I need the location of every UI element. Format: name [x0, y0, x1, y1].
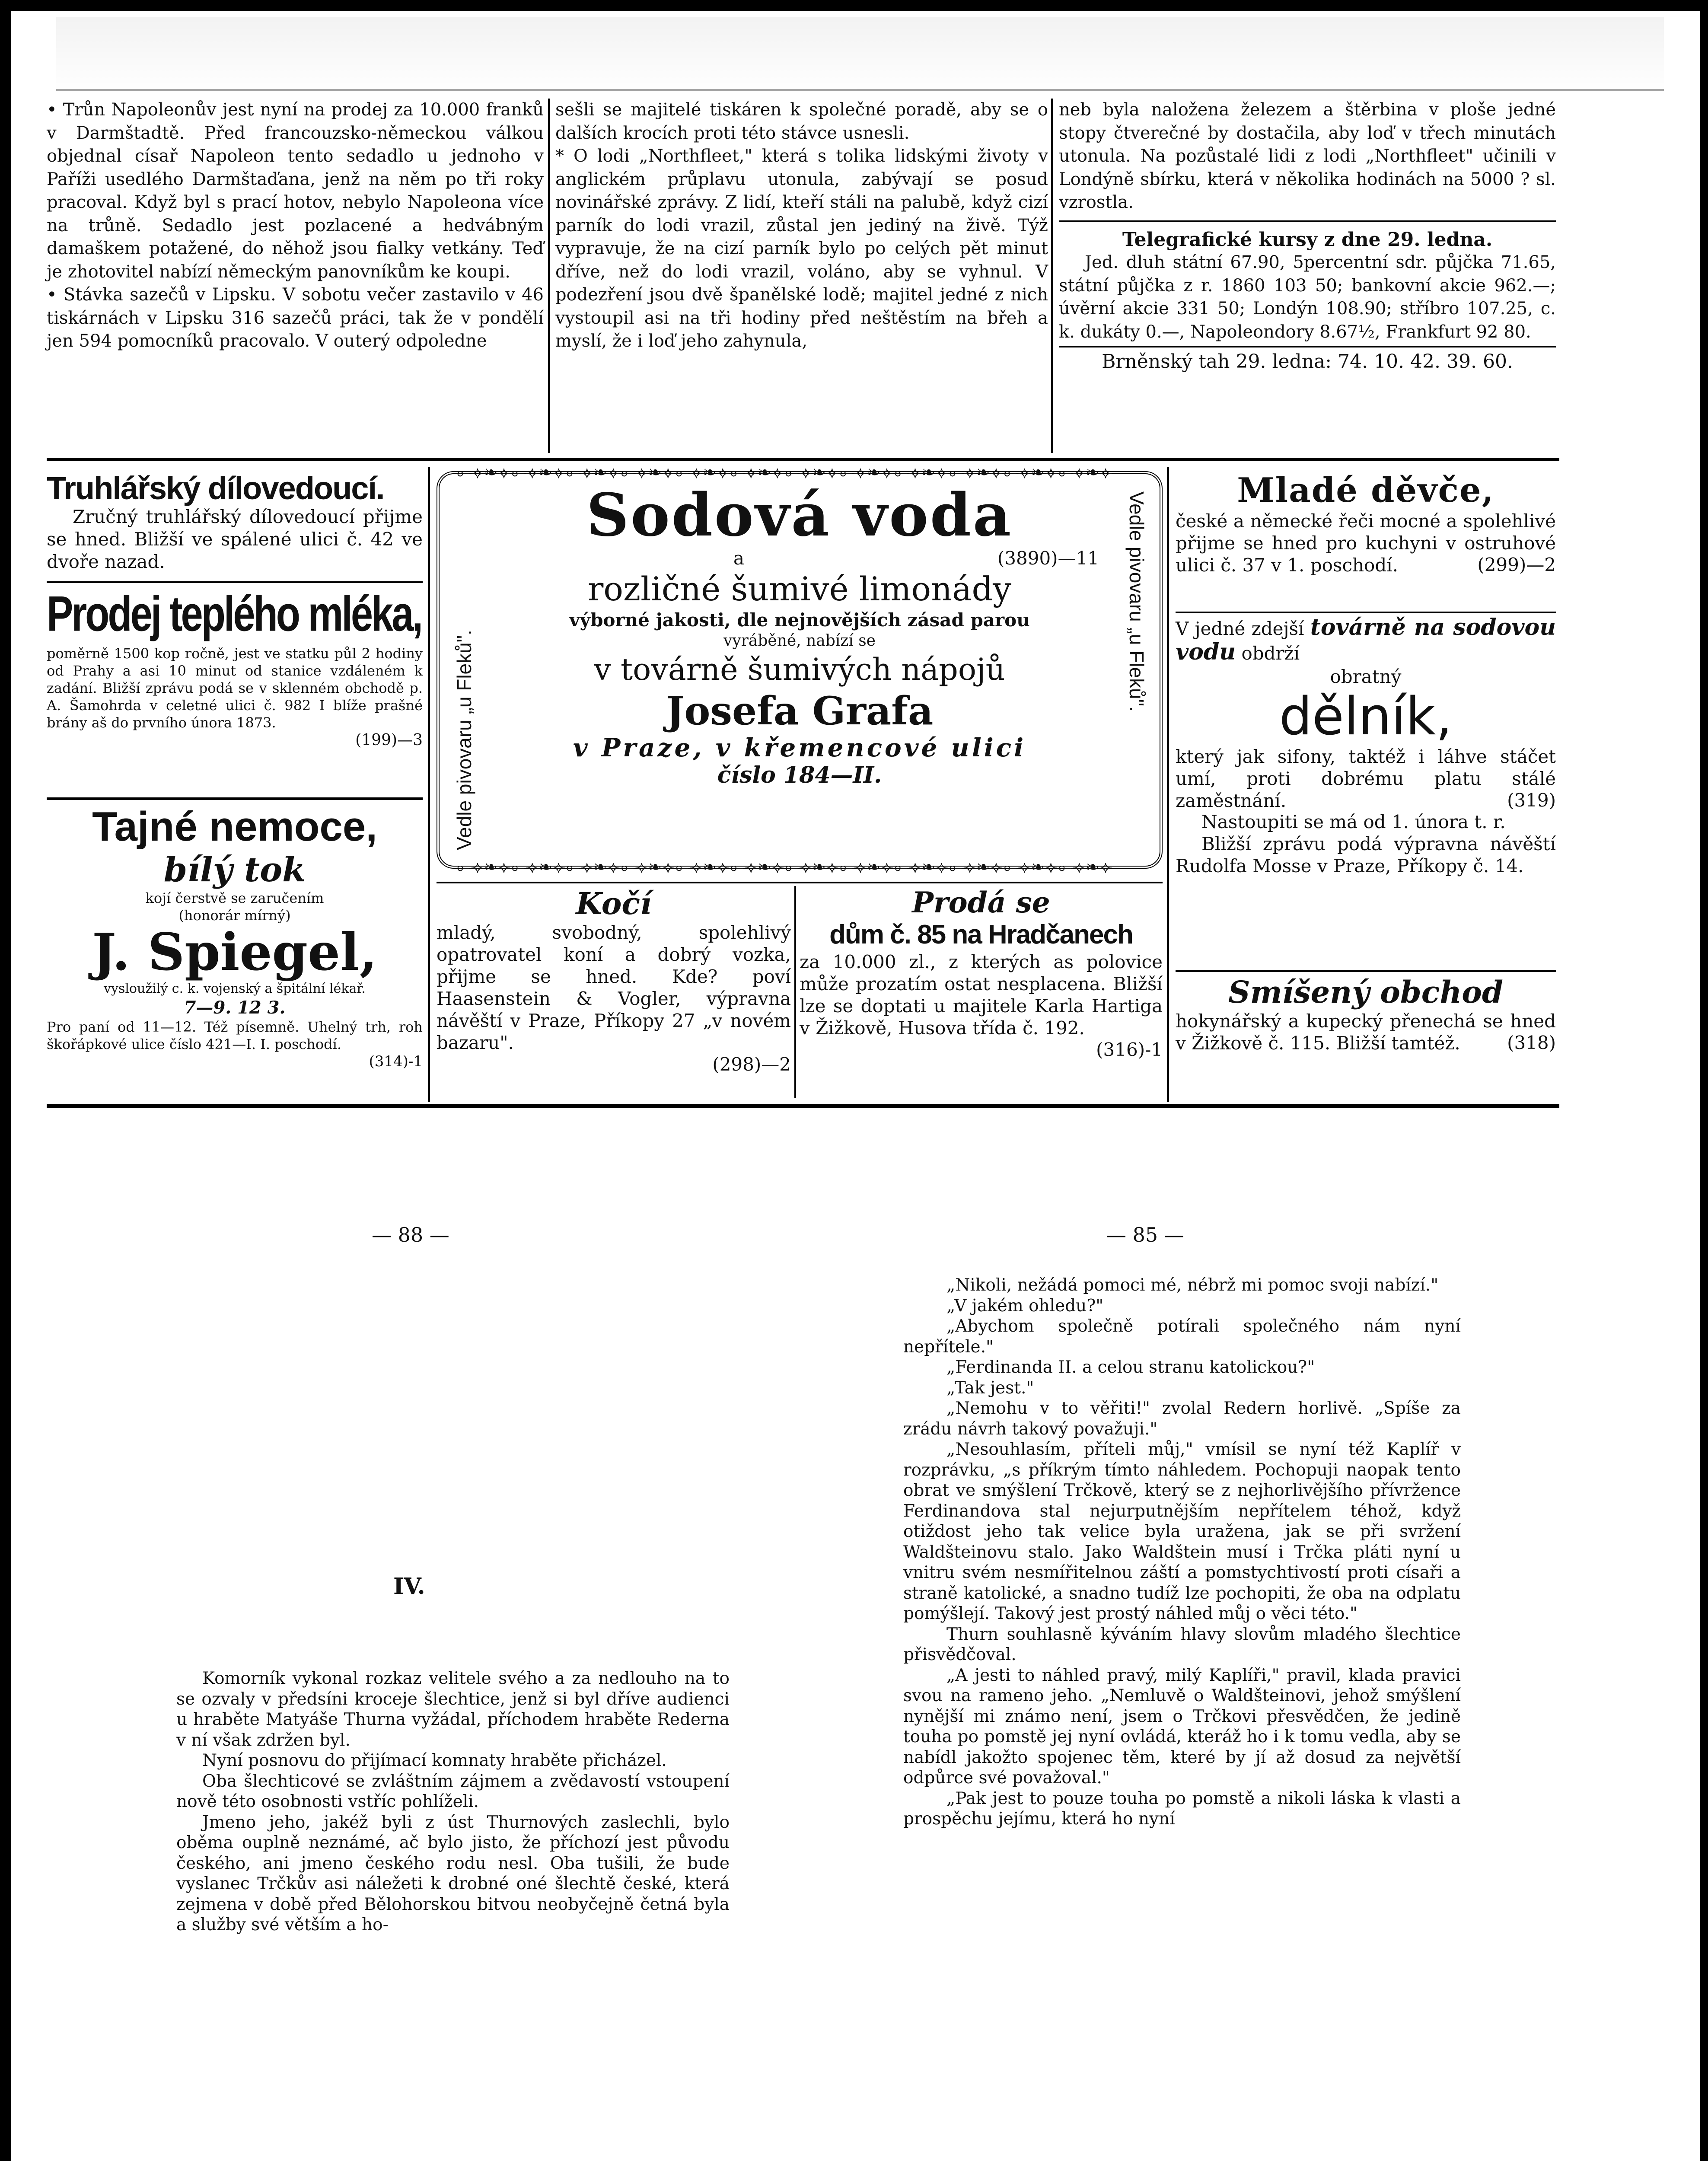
- ad-devce-body: české a německé řeči mocné a spolehlivé přijme se hned pro kuchyni v ostruhové ulici č. 37 v 1. poschodí.: [1176, 510, 1556, 576]
- ad-soda-line7: číslo 184—II.: [717, 762, 882, 788]
- ad-delnik-body: který jak sifony, taktéž i láhve stáčet umí, proti dobrému platu stálé zaměstnání.: [1176, 746, 1556, 811]
- book-right-paragraph: „Ferdinanda II. a celou stranu katolickou?": [946, 1358, 1315, 1377]
- column-rule: [1051, 99, 1053, 453]
- ad-soda-side-left: Vedle pivovaru „u Fleků".: [453, 630, 475, 850]
- book-left-page: [176, 1668, 730, 1935]
- ad-dum-title: Prodá se: [912, 886, 1050, 919]
- book-right-paragraph: „A jesti to náhled pravý, milý Kaplíři," pravil, klada pravici svou na rameno jeho. „Nemluvě o Waldšteinovi, jehož smýšlení nynější mi známo není, jsem o Trčkovi přesvědčen, že jedině touha po pomstě jej nyní ovládá, kteráž ho i k tomu vedla, aby se nabídl jakožto spojenec těm, které by jí až dosud za největší odpůrce své považoval.": [903, 1665, 1461, 1788]
- brno-lottery: Brněnský tah 29. ledna: 74. 10. 42. 39. 60.: [1102, 351, 1513, 373]
- telegraph-title: Telegrafické kursy z dne 29. ledna.: [1122, 228, 1493, 251]
- ad-rule: [47, 797, 423, 800]
- ad-soda-line6: v Praze, v křemencové ulici: [573, 733, 1026, 762]
- news-leipzig-strike: • Stávka sazečů v Lipsku. V sobotu večer zastavilo v 46 tiskárnách v Lipsku 316 sazečů práci, tak že v pondělí jen 594 pomocníků pracovalo. V outerý odpoledne: [47, 285, 544, 351]
- left-page-number: — 88 —: [372, 1223, 449, 1246]
- ad-soda-ref: (3890)—11: [997, 548, 1099, 569]
- ad-mleko-title: Prodej teplého mléka,: [47, 586, 421, 642]
- ad-koci-ref: (298)—2: [712, 1054, 791, 1075]
- ad-dum: [800, 886, 1163, 1060]
- ad-spiegel-line2: bílý tok: [163, 850, 306, 889]
- book-right-paragraph: „Pak jest to pouze touha po pomstě a nikoli láska k vlasti a prospěchu jejímu, která ho nyní: [903, 1788, 1461, 1829]
- ad-delnik-body3: Bližší zprávu podá výpravna návěští Rudolfa Mosse v Praze, Příkopy č. 14.: [1176, 833, 1556, 877]
- ad-soda-line2: rozličné šumivé limonády: [587, 570, 1012, 608]
- ad-rule: [1176, 970, 1556, 972]
- news-column-3: [1059, 99, 1556, 373]
- column-rule: [548, 99, 550, 453]
- ad-delnik-intro: V jedné zdejší: [1176, 618, 1304, 639]
- ad-obchod-ref: (318): [1507, 1032, 1556, 1053]
- book-right-paragraph: „Nesouhlasím, příteli můj," vmísil se nyní též Kaplíř v rozprávku, „s příkrým tímto náhledem. Pochopuji naopak tento obrat ve smýšlení Trčkově, který se z nejhorlivějšího přívržence Ferdinandova stal nejurputnějším nepřítelem téhož, když otiždost jeho tak velice byla uražena, jak se při svržení Waldšteinovu stalo. Jako Waldštein musí i Trčka pláti nyní u vnitru svém nesmířitelnou záští a pomstychtivostí proti císaři a straně katolické, a snadno tudíž lze pochopiti, že oba na odplatu pomýšlejí. Takový jest prostý náhled můj o věci této.": [903, 1440, 1461, 1623]
- news-northfleet-cont: neb byla naložena železem a štěrbina v ploše jedné stopy čtverečné by dostačila, aby loď v třech minutách utonula. Na pozůstalé lidi z lodi „Northfleet" učinili v Londýně sbírku, která v několika hodinách na 5000 ? sl. vzrostla.: [1059, 100, 1556, 212]
- ad-soda-line4: vyráběné, nabízí se: [723, 632, 876, 650]
- ad-spiegel-name: J. Spiegel,: [92, 922, 377, 982]
- masthead-strip: [56, 17, 1664, 91]
- ad-soda-a: a: [733, 548, 745, 569]
- ad-truhlar: [47, 471, 423, 573]
- ad-rule: [47, 581, 423, 583]
- right-page-number: — 85 —: [1106, 1223, 1184, 1246]
- ad-spiegel-body: Pro paní od 11—12. Též písemně. Uhelný trh, roh škořápkové ulice číslo 421—I. I. poschodí.: [47, 1019, 423, 1052]
- ad-spiegel-line4: (honorár mírný): [178, 907, 291, 924]
- ad-koci-title: Kočí: [576, 886, 652, 921]
- ad-delnik-tail: obdrží: [1241, 643, 1300, 664]
- ad-spiegel-line1: Tajné nemoce,: [92, 803, 377, 850]
- news-column-2: [555, 99, 1048, 353]
- section-rule: [1059, 220, 1556, 222]
- book-right-paragraph: „Nikoli, nežádá pomoci mé, nébrž mi pomoc svoji nabízí.": [946, 1275, 1439, 1295]
- book-right-paragraph: „Nemohu v to věřiti!" zvolal Redern horlivě. „Spíše za zrádu návrh takový považuji.": [903, 1399, 1461, 1439]
- ad-soda-line3: výborné jakosti, dle nejnovějších zásad parou: [569, 609, 1030, 631]
- ad-delnik-intro-line: [1176, 616, 1556, 665]
- ad-rule: [437, 882, 1163, 883]
- ad-spiegel-ref: (314)-1: [369, 1053, 423, 1070]
- ad-delnik-accent: továrně na sodovou vodu: [1176, 614, 1556, 665]
- ad-soda-line5: v továrně šumivých nápojů: [594, 652, 1005, 687]
- ornament-border-icon: ⟜⟢❧⟣⟜⟢❧⟣⟜⟢❧⟣⟜⟢❧⟣⟜⟢❧⟣⟜⟢❧⟣⟜⟢❧⟣⟜⟢❧⟣⟜⟢❧⟣⟜⟢❧⟣⟜⟢❧⟣⟜⟢❧⟣: [457, 857, 1113, 877]
- ad-column-rule: [794, 886, 796, 1098]
- book-left-paragraph: Nyní posnovu do přijímací komnaty hraběte přicházel.: [202, 1751, 667, 1770]
- book-right-paragraph: „Tak jest.": [946, 1378, 1034, 1398]
- ad-dum-title2: dům č. 85 na Hradčanech: [829, 920, 1133, 950]
- ad-devce: [1176, 471, 1556, 575]
- ad-delnik-title: dělník,: [1279, 687, 1453, 747]
- ad-column-rule: [428, 467, 430, 1102]
- telegraph-rates: Jed. dluh státní 67.90, 5percentní sdr. půjčka 71.65, státní půjčka z r. 1860 103 50; bankovní akcie 962.—; úvěrní akcie 331 50; Londýn 108.90; stříbro 107.25, c. k. dukáty 0.—, Napoleondory 8.67½, Frankfurt 92 80.: [1059, 252, 1556, 342]
- ad-devce-title: Mladé děvče,: [1237, 471, 1494, 510]
- ad-truhlar-body: Zručný truhlářský dílovedoucí přijme se hned. Bližší ve spálené ulici č. 42 ve dvoře nazad.: [47, 506, 423, 572]
- chapter-heading: IV.: [393, 1573, 425, 1600]
- ad-mleko-body: poměrně 1500 kop ročně, jest ve statku půl 2 hodiny od Prahy a asi 10 minut od stanice vzdáleném k zadání. Bližší zprávu podá se v sklenném obchodě p. A. Šamohrda v celetné ulici č. 982 I blíže prašné brány aš do prvního února 1873.: [47, 645, 423, 731]
- news-napoleon-throne: • Trůn Napoleonův jest nyní na prodej za 10.000 franků v Darmštadtě. Před francouzsko-německou válkou objednal císař Napoleon tento sedadlo u jednoho v Paříži usedlého Darmštaďana, jenž na něm po tři roky pracoval. Když byl s prací hotov, nebylo Napoleona více na trůně. Sedadlo jest pozlacené a hedvábným damaškem potažené, do něhož jsou fialky vetkány. Teď je zhotovitel nabízí německým panovníkům ke koupi.: [47, 100, 544, 282]
- ornament-border-icon: ⟜⟢❧⟣⟜⟢❧⟣⟜⟢❧⟣⟜⟢❧⟣⟜⟢❧⟣⟜⟢❧⟣⟜⟢❧⟣⟜⟢❧⟣⟜⟢❧⟣⟜⟢❧⟣⟜⟢❧⟣⟜⟢❧⟣: [457, 463, 1113, 482]
- ads-bottom-rule: [47, 1104, 1559, 1108]
- ad-column-rule: [1167, 467, 1169, 1102]
- ad-soda-name: Josefa Grafa: [666, 688, 934, 734]
- ad-koci: [437, 886, 791, 1075]
- book-right-paragraph: Thurn souhlasně kýváním hlavy slovům mladého šlechtice přisvědčoval.: [903, 1624, 1461, 1664]
- ad-koci-body: mladý, svobodný, spolehlivý opatrovatel koní a dobrý vozka, přijme se hned. Kde? poví Haasenstein & Vogler, výpravna návěští v Praze, Příkopy 27 „v novém bazaru".: [437, 922, 791, 1053]
- book-left-paragraph: Oba šlechticové se zvláštním zájmem a zvědavostí vstoupení nově této osobnosti vstříc pohlíželi.: [176, 1771, 730, 1811]
- ad-delnik: [1176, 616, 1556, 877]
- ad-mleko: [47, 584, 423, 749]
- ad-delnik-body2: Nastoupiti se má od 1. února t. r.: [1201, 811, 1506, 832]
- ad-dum-body: za 10.000 zl., z kterých as polovice může prozatím ostat nesplacena. Bližší lze se doptati u majitele Karla Hartiga v Žižkově, Husova třída č. 192.: [800, 951, 1163, 1039]
- book-right-paragraph: „V jakém ohledu?": [946, 1296, 1104, 1316]
- section-rule: [1059, 346, 1556, 347]
- ad-obchod-title: Smíšený obchod: [1228, 974, 1503, 1010]
- ad-spiegel: [47, 803, 423, 1070]
- ad-mleko-ref: (199)—3: [355, 731, 423, 749]
- ad-dum-ref: (316)-1: [1096, 1039, 1163, 1060]
- ad-spiegel-hours: 7—9. 12 3.: [184, 998, 286, 1018]
- book-right-page: [903, 1275, 1461, 1830]
- news-bottom-rule: [47, 458, 1559, 461]
- news-northfleet: * O lodi „Northfleet," která s tolika lidskými životy v anglickém průplavu utonula, zabývají se posud novinářské zprávy. Z lidí, kteří stáli na palubě, když cizí parník do lodi vrazil, zůstal jen jediný na živě. Týž vypravuje, že na cizí parník bylo po celých pět minut dříve, než do lodi vrazil, voláno, aby se vyhnul. V podezření jsou dvě španělské lodě; majitel jedné z nich vystoupil asi na tři hodiny před neštěstím na břeh a myslí, že i loď jeho zahynula,: [555, 146, 1048, 351]
- news-printers-meeting: sešli se majitelé tiskáren k společné poradě, aby se o dalších krocích proti této stávce usnesli.: [555, 100, 1048, 143]
- book-left-paragraph: Jmeno jeho, jakéž byli z úst Thurnových zaslechli, bylo oběma ouplně neznámé, ač bylo jisto, že příchozí jest původu českého, ani jmeno českého rodu nesl. Oba tušili, že bude vyslanec Trčkův asi náležeti k drobné oné šlechtě české, která zejmena v době před Bělohorskou bitvou neobyčejně četná byla a služby své větším a ho-: [176, 1812, 730, 1935]
- ad-rule: [1176, 612, 1556, 613]
- ad-spiegel-line5: vysloužilý c. k. vojenský a špitální lékař.: [104, 981, 366, 996]
- ad-delnik-ref: (319): [1507, 790, 1556, 811]
- book-left-paragraph: Komorník vykonal rozkaz velitele svého a za nedlouho na to se ozvaly v předsíni kroceje šlechtice, jenž si byl dříve audienci u hraběte Matyáše Thurna vyžádal, příchodem hraběte Rederna v ní však zdržen byl.: [176, 1669, 730, 1750]
- ad-devce-ref: (299)—2: [1477, 554, 1556, 575]
- ad-spiegel-line3: kojí čerstvě se zaručením: [145, 890, 324, 906]
- ad-soda: [437, 463, 1163, 877]
- news-column-1: [47, 99, 544, 353]
- ad-soda-a-line: [491, 548, 1108, 569]
- ad-soda-side-right: Vedle pivovaru „u Fleků".: [1125, 491, 1148, 712]
- ad-obchod-body: hokynářský a kupecký přenechá se hned v Žižkově č. 115. Bližší tamtéž.: [1176, 1010, 1556, 1054]
- ad-obchod: [1176, 975, 1556, 1053]
- ad-delnik-obratny: obratný: [1330, 666, 1402, 687]
- ad-truhlar-title: Truhlářský dílovedoucí.: [47, 470, 384, 506]
- book-right-paragraph: „Abychom společně potírali společného nám nyní nepřítele.": [903, 1316, 1461, 1357]
- ad-soda-title: Sodová voda: [586, 481, 1013, 550]
